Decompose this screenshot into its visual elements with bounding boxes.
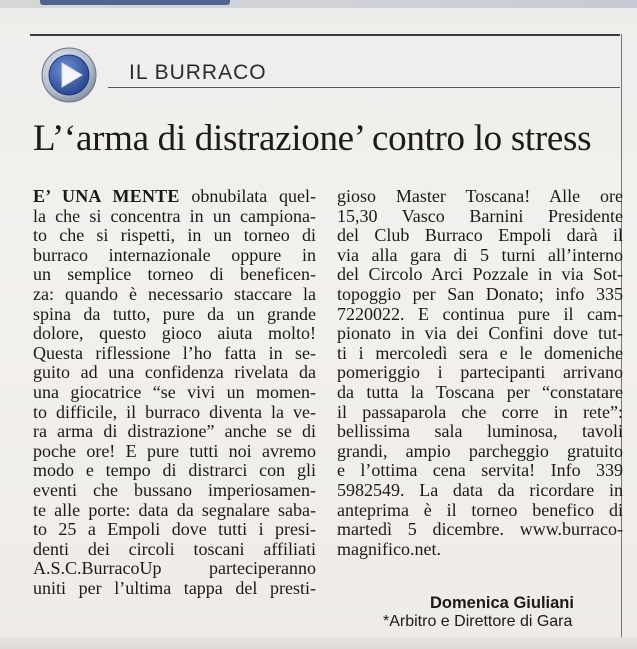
body-line: bellissima sala luminosa, tavoli [337, 421, 623, 442]
body-line: E’ UNA MENTE obnubilata quel- [33, 186, 317, 206]
body-line: la che si concentra in un campiona- [33, 205, 316, 226]
body-line: pomeriggio i partecipanti arrivano [337, 362, 623, 383]
body-line: il passaparola che corre in rete”: [337, 401, 623, 422]
lead-in: E’ UNA MENTE [33, 186, 180, 206]
article-headline: L’‘arma di distrazione’ contro lo stress [33, 118, 592, 159]
body-line: A.S.C.BurracoUp parteciperanno [33, 558, 316, 579]
body-line: uniti per l’ultima tappa del presti- [33, 577, 316, 598]
body-line: e l’ottima cena servita! Info 339 [337, 460, 623, 481]
article-column-right [337, 187, 623, 559]
body-line: gioso Master Toscana! Alle ore [337, 186, 623, 206]
body-line: ra arma di distrazione” anche se di [33, 421, 316, 442]
article-column-left [33, 187, 316, 598]
body-line: to 25 a Empoli dove tutti i presi- [33, 519, 316, 540]
body-line: 5982549. La data da ricordare in [337, 479, 623, 500]
body-line: eventi che bussano imperiosamen- [33, 479, 316, 500]
byline-role: *Arbitro e Direttore di Gara [383, 613, 573, 630]
body-line: topoggio per San Donato; info 335 [337, 283, 623, 304]
body-line: magnifico.net. [337, 538, 441, 559]
body-line: da tutta la Toscana per “constatare [337, 381, 623, 402]
body-line: poche ore! E pure tutti noi avremo [33, 440, 316, 461]
top-rule [30, 34, 620, 36]
section-label: IL BURRACO [129, 61, 267, 84]
body-line: 15,30 Vasco Barnini Presidente [337, 205, 623, 226]
body-line: guito ad una confidenza rivelata da [33, 362, 316, 383]
top-color-strip [0, 0, 637, 8]
body-line: 7220022. E continua pure il cam- [337, 303, 623, 324]
body-line: denti dei circoli toscani affiliati [33, 538, 316, 559]
byline-author: Domenica Giuliani [430, 594, 574, 612]
body-line: grandi, ampio parcheggio gratuito [337, 440, 623, 461]
body-line: pionato in via dei Confini dove tut- [337, 323, 623, 344]
body-line: spina da tutto, pure da un grande [33, 303, 316, 324]
bottom-shade [0, 637, 637, 649]
body-line: del Club Burraco Empoli darà il [337, 225, 623, 246]
section-rule [108, 87, 620, 88]
play-icon [40, 46, 98, 104]
body-line: to che si rispetti, in un torneo di [33, 225, 316, 246]
body-line: martedì 5 dicembre. www.burraco- [337, 519, 623, 540]
body-line: un semplice torneo di beneficen- [33, 264, 316, 285]
body-line: burraco internazionale oppure in [33, 244, 316, 265]
body-line: za: quando è necessario staccare la [33, 283, 316, 304]
body-line: Questa riflessione l’ho fatta in se- [33, 342, 316, 363]
body-line: dolore, questo gioco aiuta molto! [33, 323, 316, 344]
body-line: to difficile, il burraco diventa la ve- [33, 401, 316, 422]
body-line: modo e tempo di distrarci con gli [33, 460, 316, 481]
body-line: ti i mercoledì sera e le domeniche [337, 342, 623, 363]
body-line: una giocatrice “se vivi un momen- [33, 381, 316, 402]
body-line: via alla gara di 5 turni all’interno [337, 244, 623, 265]
body-line: del Circolo Arci Pozzale in via Sot- [337, 264, 623, 285]
body-line: anteprima è il torneo benefico di [337, 499, 623, 520]
body-line: te alle porte: data da segnalare saba- [33, 499, 316, 520]
